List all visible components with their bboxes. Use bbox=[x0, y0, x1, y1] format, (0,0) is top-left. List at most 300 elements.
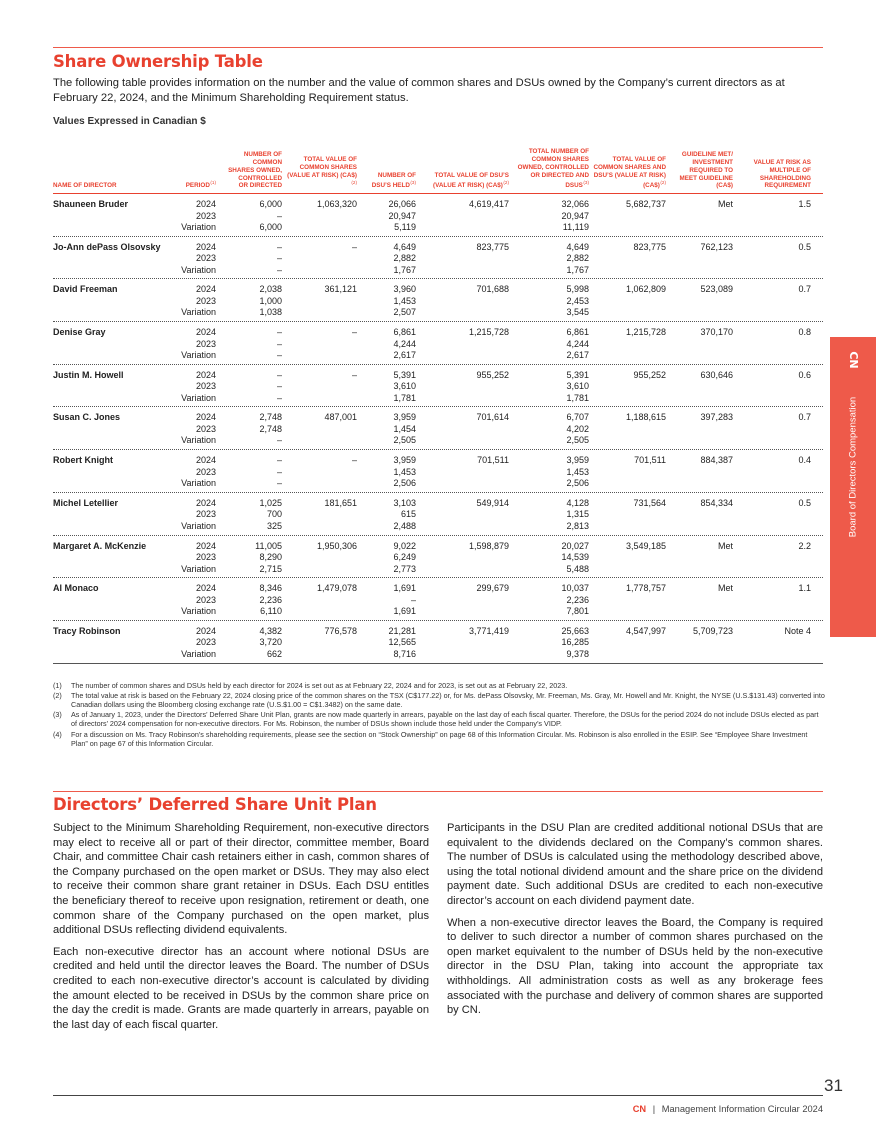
shares-value: 2,748 bbox=[259, 423, 282, 434]
period-label: 2024 bbox=[195, 497, 216, 508]
period-label: 2023 bbox=[195, 594, 216, 605]
footer-separator: | bbox=[652, 1104, 656, 1114]
total-value-cell: 955,252 bbox=[633, 369, 666, 380]
total-value: 16,285 bbox=[561, 637, 589, 648]
total-value: 4,202 bbox=[566, 423, 589, 434]
total-cell bbox=[561, 541, 589, 576]
shares-cell bbox=[255, 541, 282, 576]
table-row bbox=[53, 450, 823, 493]
dsus-value: 8,716 bbox=[393, 648, 416, 659]
period-cell bbox=[181, 242, 216, 277]
total-value: 5,391 bbox=[566, 369, 589, 380]
total-cell bbox=[566, 412, 589, 447]
guideline-cell: Met bbox=[717, 583, 733, 594]
total-value: 1,453 bbox=[566, 466, 589, 477]
table-row bbox=[53, 237, 823, 280]
dsu-value-cell: 823,775 bbox=[476, 241, 509, 252]
table-row bbox=[53, 536, 823, 579]
shares-cell bbox=[259, 583, 282, 618]
table-row bbox=[53, 407, 823, 450]
shares-cell bbox=[259, 199, 282, 234]
footnote-text: The total value at risk is based on the February 22, 2024 closing price of the common shares on the TSX (C$177.22) or, for Ms. dePass Olsovsky, Mr. Freeman, Ms. Gray, Mr. Howell and Mr. Knight, the NYSE (U.S.$131.43) converted into Canadian dollars using the Bloomberg closing exchange rate (U.S.$1.00 = C$1.3482) on the same date. bbox=[71, 691, 825, 710]
shares-value: – bbox=[276, 350, 282, 361]
dsus-cell bbox=[393, 455, 416, 490]
shares-value: – bbox=[276, 478, 282, 489]
shares-value: – bbox=[276, 338, 282, 349]
total-cell bbox=[566, 327, 589, 362]
dsu-paragraph: Each non-executive director has an account where notional DSUs are credited and held until the director leaves the Board. The number of DSUs credited to each non-executive director’s account is calculated by dividing the amount elected to be received in DSUs by the common share price on the day the credit is made. Grants are made quarterly in arrears, payable on the last day of each fiscal quarter. bbox=[53, 945, 429, 1031]
shares-value: 8,290 bbox=[259, 552, 282, 562]
total-value: 10,037 bbox=[561, 583, 589, 594]
total-value-cell: 3,549,185 bbox=[625, 540, 666, 551]
values-note: Values Expressed in Canadian $ bbox=[53, 116, 206, 127]
shares-value: – bbox=[276, 264, 282, 275]
table-row bbox=[53, 279, 823, 322]
total-value: 3,959 bbox=[566, 455, 589, 466]
total-value: 2,505 bbox=[566, 435, 589, 446]
shares-value-cell: 487,001 bbox=[324, 412, 357, 423]
dsus-value: 1,767 bbox=[393, 264, 416, 275]
dsu-left-column bbox=[53, 821, 429, 1039]
footnote-text: As of January 1, 2023, under the Directors’ Deferred Share Unit Plan, grants are now made quarterly in arrears, payable on the last day of each fiscal quarter. Therefore, the DSUs for the period 2024 do not include DSUs elected as part of directors’ 2024 compensation for non-executive directors. For Ms. Robinson, the number of DSUs shown include those held under the Company’s VIDP. bbox=[71, 710, 819, 729]
footnote-text: For a discussion on Ms. Tracy Robinson’s shareholding requirements, please see the section on “Stock Ownership” on page 68 of this Information Circular. Ms. Robinson is also enrolled in the ESIP. See “Employee Share Investment Plan” on page 67 of this Information Circular. bbox=[71, 729, 808, 748]
dsus-cell bbox=[393, 370, 416, 405]
director-name: Michel Letellier bbox=[53, 497, 119, 508]
total-value: 2,882 bbox=[566, 253, 589, 264]
total-value-cell: 1,188,615 bbox=[625, 412, 666, 423]
dsus-value: 2,488 bbox=[393, 520, 416, 531]
dsu-value-cell: 3,771,419 bbox=[468, 625, 509, 636]
total-value: 4,244 bbox=[566, 338, 589, 349]
dsu-value-cell: 701,614 bbox=[476, 412, 509, 423]
total-value-cell: 5,682,737 bbox=[625, 199, 666, 209]
shares-cell bbox=[277, 327, 282, 362]
total-value: 6,707 bbox=[566, 412, 589, 423]
shares-value-cell: 1,063,320 bbox=[316, 199, 357, 209]
period-label: 2024 bbox=[195, 199, 216, 209]
total-value: 20,947 bbox=[561, 210, 589, 221]
multiple-cell: 0.7 bbox=[798, 284, 811, 295]
period-label: 2023 bbox=[195, 338, 216, 349]
total-value: 2,236 bbox=[566, 594, 589, 605]
guideline-cell: 523,089 bbox=[700, 284, 733, 295]
dsus-value: 12,565 bbox=[388, 637, 416, 648]
total-value: 6,861 bbox=[566, 327, 589, 338]
dsu-paragraph: Participants in the DSU Plan are credited additional notional DSUs that are equivalent to the dividends declared on the Company’s common shares. The number of DSUs is calculated using the methodology described above, using the total notional dividend amount and the share price on the dividend payment date. Such additional DSUs are credited to each non-executive director’s account on each dividend payment date. bbox=[447, 822, 823, 907]
cn-logo: CN bbox=[847, 351, 860, 369]
period-label: 2024 bbox=[195, 327, 216, 338]
period-label: 2023 bbox=[195, 295, 216, 306]
dsus-value: 4,244 bbox=[393, 338, 416, 349]
total-value: 1,315 bbox=[566, 509, 589, 520]
total-value: 14,539 bbox=[561, 552, 589, 562]
dsus-cell bbox=[393, 242, 416, 277]
col-header-guideline: GUIDELINE MET/ INVESTMENT REQUIRED TO MEET GUIDELINE (CA$) bbox=[679, 151, 733, 190]
total-value: 1,781 bbox=[566, 392, 589, 403]
col-header-name: NAME OF DIRECTOR bbox=[53, 182, 117, 190]
period-label: 2023 bbox=[195, 210, 216, 221]
period-label: 2024 bbox=[195, 583, 216, 594]
footer bbox=[633, 1104, 823, 1114]
director-name: Tracy Robinson bbox=[53, 625, 121, 636]
shares-cell bbox=[277, 370, 282, 405]
total-cell bbox=[561, 626, 589, 661]
dsus-value: 1,453 bbox=[393, 295, 416, 306]
shares-value: 6,000 bbox=[259, 199, 282, 209]
period-label: Variation bbox=[181, 563, 216, 574]
director-name: Justin M. Howell bbox=[53, 369, 124, 380]
multiple-cell: Note 4 bbox=[784, 625, 811, 636]
footnote-number: (4) bbox=[53, 729, 62, 739]
period-label: 2023 bbox=[195, 466, 216, 477]
shares-value: – bbox=[276, 435, 282, 446]
shares-value-cell: 776,578 bbox=[324, 625, 357, 636]
guideline-cell: Met bbox=[717, 540, 733, 551]
total-value: 2,506 bbox=[566, 478, 589, 489]
dsus-value: 2,507 bbox=[393, 307, 416, 318]
multiple-cell: 0.5 bbox=[798, 497, 811, 508]
period-label: Variation bbox=[181, 478, 216, 489]
total-value: 5,998 bbox=[566, 284, 589, 295]
period-label: 2024 bbox=[195, 455, 216, 466]
total-value: 4,649 bbox=[566, 241, 589, 252]
footer-rule bbox=[53, 1095, 823, 1096]
dsus-value: 3,960 bbox=[393, 284, 416, 295]
table-body bbox=[53, 194, 823, 664]
dsu-right-column bbox=[447, 821, 823, 1025]
period-label: Variation bbox=[181, 520, 216, 531]
shares-value: 2,038 bbox=[259, 284, 282, 295]
dsu-value-cell: 299,679 bbox=[476, 583, 509, 594]
period-cell bbox=[181, 583, 216, 618]
col-header-total: TOTAL NUMBER OF COMMON SHARES OWNED, CONTROLLED OR DIRECTED AND DSUS$^{(3)}$ bbox=[517, 148, 589, 190]
multiple-cell: 0.4 bbox=[798, 455, 811, 466]
shares-value: – bbox=[276, 455, 282, 466]
shares-value: 11,005 bbox=[255, 540, 282, 551]
total-cell bbox=[566, 498, 589, 533]
shares-value: – bbox=[276, 327, 282, 338]
dsus-cell bbox=[388, 626, 416, 661]
total-value-cell: 1,778,757 bbox=[625, 583, 666, 594]
guideline-cell: 397,283 bbox=[700, 412, 733, 423]
shares-value: 1,000 bbox=[259, 295, 282, 306]
shares-value-cell: 181,651 bbox=[324, 497, 357, 508]
share-ownership-table bbox=[53, 131, 823, 664]
total-value: 25,663 bbox=[561, 625, 589, 636]
period-label: Variation bbox=[181, 222, 216, 232]
director-name: Shauneen Bruder bbox=[53, 199, 129, 209]
total-value: 1,767 bbox=[566, 264, 589, 275]
table-row bbox=[53, 578, 823, 621]
period-cell bbox=[181, 626, 216, 661]
dsu-value-cell: 549,914 bbox=[476, 497, 509, 508]
footnote-number: (1) bbox=[53, 681, 62, 690]
shares-value: – bbox=[276, 241, 282, 252]
dsu-value-cell: 701,688 bbox=[476, 284, 509, 295]
total-cell bbox=[561, 199, 589, 234]
top-rule bbox=[53, 47, 823, 48]
period-label: Variation bbox=[181, 392, 216, 403]
period-label: 2023 bbox=[195, 552, 216, 562]
shares-value: – bbox=[276, 392, 282, 403]
dsus-value: 3,959 bbox=[393, 412, 416, 423]
dsus-value: 2,773 bbox=[393, 563, 416, 574]
multiple-cell: 0.5 bbox=[798, 241, 811, 252]
col-header-total-value: TOTAL VALUE OF COMMON SHARES AND DSU’S (VALUE AT RISK) (CA$)$^{(2)}$ bbox=[593, 156, 666, 190]
period-label: 2024 bbox=[195, 241, 216, 252]
guideline-cell: 5,709,723 bbox=[692, 625, 733, 636]
footnote bbox=[53, 710, 825, 728]
dsus-value: 1,691 bbox=[393, 606, 416, 617]
multiple-cell: 1.1 bbox=[798, 583, 811, 594]
footnotes bbox=[53, 681, 825, 749]
total-cell bbox=[566, 370, 589, 405]
dsus-cell bbox=[393, 412, 416, 447]
dsus-cell bbox=[393, 498, 416, 533]
table-header bbox=[53, 131, 823, 194]
shares-value: 325 bbox=[266, 520, 282, 531]
intro-paragraph: The following table provides information on the number and the value of common shares and DSUs owned by the Company’s current directors as at February 22, 2024, and the Minimum Shareholding Requirement status. bbox=[53, 77, 785, 104]
total-value: 2,617 bbox=[566, 350, 589, 361]
total-cell bbox=[561, 583, 589, 618]
shares-value: 8,346 bbox=[259, 583, 282, 594]
dsus-value: 3,103 bbox=[393, 497, 416, 508]
total-value: 3,545 bbox=[566, 307, 589, 318]
director-name: David Freeman bbox=[53, 284, 118, 295]
dsus-value: 3,610 bbox=[393, 381, 416, 392]
page-number: 31 bbox=[824, 1076, 843, 1095]
shares-value: 3,720 bbox=[259, 637, 282, 648]
period-label: 2024 bbox=[195, 412, 216, 423]
dsus-cell bbox=[388, 199, 416, 234]
period-label: Variation bbox=[181, 264, 216, 275]
total-value: 2,453 bbox=[566, 295, 589, 306]
guideline-cell: 630,646 bbox=[700, 369, 733, 380]
dsus-cell bbox=[393, 284, 416, 319]
mid-rule bbox=[53, 791, 823, 792]
dsus-value: 615 bbox=[400, 509, 416, 520]
dsus-value: 2,505 bbox=[393, 435, 416, 446]
shares-value-cell: – bbox=[351, 327, 357, 338]
period-label: Variation bbox=[181, 435, 216, 446]
shares-value: – bbox=[276, 369, 282, 380]
total-cell bbox=[566, 284, 589, 319]
dsus-value: 20,947 bbox=[388, 210, 416, 221]
multiple-cell: 1.5 bbox=[798, 199, 811, 209]
shares-value: 1,038 bbox=[259, 307, 282, 318]
shares-value: 2,236 bbox=[259, 594, 282, 605]
section-title-dsu-plan: Directors’ Deferred Share Unit Plan bbox=[53, 795, 377, 814]
shares-value: 700 bbox=[266, 509, 282, 520]
shares-value-cell: 1,950,306 bbox=[316, 540, 357, 551]
dsus-value: 9,022 bbox=[393, 540, 416, 551]
period-label: 2023 bbox=[195, 381, 216, 392]
shares-value: 6,110 bbox=[260, 606, 282, 617]
shares-value: – bbox=[276, 210, 282, 221]
col-header-shares-value: TOTAL VALUE OF COMMON SHARES (VALUE AT RISK) (CA$)$^{(2)}$ bbox=[287, 156, 357, 186]
dsu-paragraph: Subject to the Minimum Shareholding Requirement, non-executive directors may elect to receive all or part of their director, committee member, Board Chair, and committee Chair cash retainers either in cash, common shares of the Company purchased on the open market or DSUs. They may also elect to receive their common share grant retainer in DSUs. Each DSU entitles the beneficiary thereof to receive upon resignation, retirement or death, one common share of the Company purchased on the open market, plus additional DSUs reflecting dividend equivalents. bbox=[53, 822, 429, 937]
table-row bbox=[53, 493, 823, 536]
shares-value: – bbox=[276, 381, 282, 392]
shares-value: – bbox=[276, 253, 282, 264]
dsus-cell bbox=[393, 541, 416, 576]
table-row bbox=[53, 194, 823, 237]
dsus-cell bbox=[393, 583, 416, 618]
dsus-value: 1,691 bbox=[393, 583, 416, 594]
period-label: 2024 bbox=[195, 369, 216, 380]
footer-brand: CN bbox=[632, 1104, 647, 1114]
col-header-dsus: NUMBER OF DSU’S HELD$^{(3)}$ bbox=[371, 171, 416, 190]
footer-title: Management Information Circular 2024 bbox=[661, 1104, 823, 1114]
footnote bbox=[53, 681, 825, 690]
dsu-paragraph: When a non-executive director leaves the Board, the Company is required to deliver to such director a number of common shares purchased on the open market equivalent to the number of DSUs held by the non-executive director in the DSU Plan, taking into account the appropriate tax withholdings. All administration costs as well as any brokerage fees associated with the purchase and delivery of common shares are supported by CN. bbox=[447, 916, 823, 1017]
col-header-dsu-value: TOTAL VALUE OF DSU’S (VALUE AT RISK) (CA$)$^{(2)}$ bbox=[433, 171, 509, 190]
shares-value: 2,715 bbox=[259, 563, 282, 574]
director-name: Margaret A. McKenzie bbox=[53, 540, 147, 551]
sidebar-tab bbox=[830, 337, 876, 637]
dsus-value: 5,391 bbox=[393, 369, 416, 380]
footnote bbox=[53, 730, 825, 748]
dsus-value: 6,249 bbox=[393, 552, 416, 562]
period-cell bbox=[181, 455, 216, 490]
period-label: 2024 bbox=[195, 284, 216, 295]
total-value: 11,119 bbox=[562, 222, 589, 232]
col-header-period: PERIOD$^{(1)}$ bbox=[185, 180, 216, 190]
total-value: 9,378 bbox=[566, 648, 589, 659]
period-cell bbox=[181, 412, 216, 447]
dsus-value: 6,861 bbox=[393, 327, 416, 338]
total-value: 2,813 bbox=[566, 520, 589, 531]
director-name: Denise Gray bbox=[53, 327, 106, 338]
period-label: Variation bbox=[181, 307, 216, 318]
multiple-cell: 0.8 bbox=[798, 327, 811, 338]
dsus-value: 5,119 bbox=[394, 222, 416, 232]
dsu-value-cell: 701,511 bbox=[477, 455, 509, 466]
guideline-cell: 884,387 bbox=[700, 455, 733, 466]
dsus-value: 21,281 bbox=[388, 625, 416, 636]
period-label: Variation bbox=[181, 606, 216, 617]
period-cell bbox=[181, 498, 216, 533]
shares-cell bbox=[277, 242, 282, 277]
shares-value-cell: – bbox=[351, 455, 357, 466]
footnote bbox=[53, 691, 825, 709]
table-row bbox=[53, 322, 823, 365]
total-value: 3,610 bbox=[566, 381, 589, 392]
shares-value: 2,748 bbox=[259, 412, 282, 423]
dsus-value: 1,454 bbox=[393, 423, 416, 434]
total-value-cell: 731,564 bbox=[633, 497, 666, 508]
total-value-cell: 4,547,997 bbox=[625, 625, 666, 636]
dsu-value-cell: 955,252 bbox=[476, 369, 509, 380]
dsus-cell bbox=[393, 327, 416, 362]
dsus-value: 4,649 bbox=[393, 241, 416, 252]
shares-cell bbox=[259, 626, 282, 661]
period-cell bbox=[181, 284, 216, 319]
guideline-cell: Met bbox=[717, 199, 733, 209]
dsus-value: – bbox=[410, 594, 416, 605]
multiple-cell: 2.2 bbox=[798, 540, 811, 551]
total-cell bbox=[566, 455, 589, 490]
dsus-value: 2,506 bbox=[393, 478, 416, 489]
dsus-value: 1,781 bbox=[393, 392, 416, 403]
period-cell bbox=[181, 199, 216, 234]
shares-cell bbox=[259, 284, 282, 319]
dsu-value-cell: 1,215,728 bbox=[468, 327, 509, 338]
section-title-share-ownership: Share Ownership Table bbox=[53, 52, 263, 71]
period-label: 2023 bbox=[195, 637, 216, 648]
shares-value-cell: 361,121 bbox=[324, 284, 357, 295]
guideline-cell: 854,334 bbox=[700, 497, 733, 508]
col-header-multiple: VALUE AT RISK AS MULTIPLE OF SHAREHOLDING REQUIREMENT bbox=[753, 159, 811, 190]
dsu-value-cell: 1,598,879 bbox=[468, 540, 509, 551]
period-cell bbox=[181, 327, 216, 362]
total-value-cell: 1,215,728 bbox=[625, 327, 666, 338]
period-cell bbox=[181, 541, 216, 576]
total-value: 5,488 bbox=[566, 563, 589, 574]
table-row bbox=[53, 621, 823, 664]
director-name: Jo-Ann dePass Olsovsky bbox=[53, 241, 161, 252]
dsus-value: 3,959 bbox=[393, 455, 416, 466]
total-value: 7,801 bbox=[566, 606, 589, 617]
table-row bbox=[53, 365, 823, 408]
period-label: Variation bbox=[181, 648, 216, 659]
multiple-cell: 0.6 bbox=[798, 369, 811, 380]
period-label: Variation bbox=[181, 350, 216, 361]
footnote-number: (3) bbox=[53, 710, 62, 720]
footnote-text: The number of common shares and DSUs held by each director for 2024 is set out as at February 22, 2024 and for 2023, is set out as at February 22, 2023. bbox=[71, 681, 568, 690]
period-label: 2023 bbox=[195, 423, 216, 434]
shares-cell bbox=[277, 455, 282, 490]
multiple-cell: 0.7 bbox=[798, 412, 811, 423]
dsus-value: 26,066 bbox=[388, 199, 416, 209]
period-label: 2024 bbox=[195, 540, 216, 551]
dsus-value: 2,617 bbox=[393, 350, 416, 361]
total-value: 4,128 bbox=[566, 497, 589, 508]
shares-value: 4,382 bbox=[259, 625, 282, 636]
sidebar-label: Board of Directors Compensation bbox=[847, 396, 859, 538]
total-value-cell: 1,062,809 bbox=[625, 284, 666, 295]
col-header-shares: NUMBER OF COMMON SHARES OWNED, CONTROLLED OR DIRECTED bbox=[228, 151, 282, 190]
shares-cell bbox=[259, 412, 282, 447]
total-value: 32,066 bbox=[561, 199, 589, 209]
total-cell bbox=[566, 242, 589, 277]
shares-value: 6,000 bbox=[259, 222, 282, 232]
guideline-cell: 370,170 bbox=[700, 327, 733, 338]
director-name: Robert Knight bbox=[53, 455, 113, 466]
total-value-cell: 823,775 bbox=[633, 241, 666, 252]
shares-value: 662 bbox=[266, 648, 282, 659]
shares-value-cell: 1,479,078 bbox=[316, 583, 357, 594]
shares-cell bbox=[259, 498, 282, 533]
shares-value: – bbox=[276, 466, 282, 477]
director-name: Susan C. Jones bbox=[53, 412, 121, 423]
guideline-cell: 762,123 bbox=[700, 241, 733, 252]
total-value-cell: 701,511 bbox=[634, 455, 666, 466]
shares-value-cell: – bbox=[351, 241, 357, 252]
period-label: 2023 bbox=[195, 253, 216, 264]
shares-value-cell: – bbox=[351, 369, 357, 380]
dsus-value: 1,453 bbox=[393, 466, 416, 477]
period-label: 2024 bbox=[195, 625, 216, 636]
director-name: Al Monaco bbox=[53, 583, 99, 594]
total-value: 20,027 bbox=[561, 540, 589, 551]
period-label: 2023 bbox=[195, 509, 216, 520]
shares-value: 1,025 bbox=[259, 497, 282, 508]
footnote-number: (2) bbox=[53, 691, 62, 701]
dsu-value-cell: 4,619,417 bbox=[468, 199, 509, 209]
dsus-value: 2,882 bbox=[393, 253, 416, 264]
period-cell bbox=[181, 370, 216, 405]
